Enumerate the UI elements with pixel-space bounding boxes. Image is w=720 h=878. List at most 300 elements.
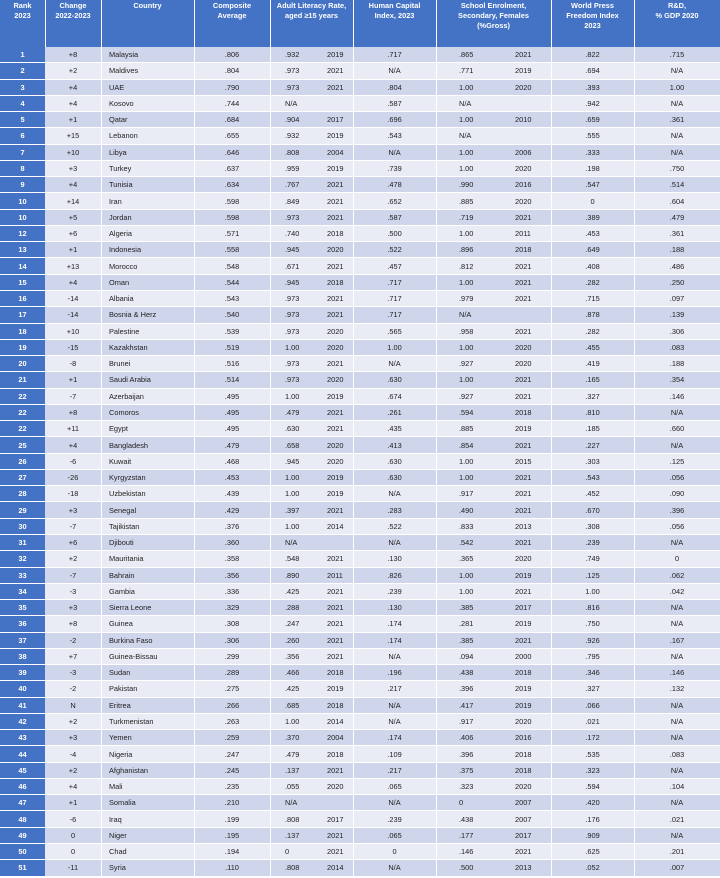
table-row (0, 80, 720, 96)
school-cell: .385 (459, 635, 474, 645)
rd-cell: .361 (669, 115, 685, 125)
hci-cell: .587 (387, 212, 402, 222)
change-cell: +4 (68, 98, 78, 108)
column-divider (194, 730, 195, 745)
rank-cell: 13 (0, 242, 45, 257)
school-cell: .958 (459, 326, 474, 336)
country-cell: Gambia (109, 586, 135, 596)
composite-cell: .194 (224, 847, 240, 857)
school-cell: .438 (459, 814, 474, 824)
column-divider (551, 616, 552, 631)
column-divider (634, 681, 635, 696)
composite-cell: .806 (224, 50, 240, 60)
literacy-cell: .849 (285, 196, 300, 206)
header-divider (634, 0, 635, 47)
rank-cell: 2 (0, 63, 45, 78)
column-divider (194, 454, 195, 469)
hci-cell: .239 (387, 814, 402, 824)
literacy-cell: .479 (285, 407, 300, 417)
rank-cell: 39 (0, 665, 45, 680)
school-year-cell: 2017 (515, 603, 532, 613)
column-divider (101, 454, 102, 469)
column-divider (353, 600, 354, 615)
rank-cell: 6 (0, 128, 45, 143)
column-divider (270, 275, 271, 290)
rd-cell: .396 (669, 505, 685, 515)
rank-cell: 5 (0, 112, 45, 127)
school-cell: .854 (459, 440, 474, 450)
rd-cell: N/A (670, 733, 684, 743)
column-divider (270, 405, 271, 420)
composite-cell: .516 (224, 359, 240, 369)
literacy-year-cell: 2021 (327, 196, 344, 206)
column-divider (551, 779, 552, 794)
change-cell: 0 (70, 847, 76, 857)
column-divider (353, 860, 354, 875)
column-divider (551, 746, 552, 761)
column-divider (353, 535, 354, 550)
column-divider (270, 128, 271, 143)
rd-cell: N/A (670, 147, 684, 157)
column-divider (101, 828, 102, 843)
school-year-cell (515, 96, 545, 111)
table-row (0, 600, 720, 616)
composite-cell: .544 (224, 277, 240, 287)
column-divider (634, 405, 635, 420)
column-divider (551, 96, 552, 111)
column-divider (101, 714, 102, 729)
column-divider (551, 340, 552, 355)
table-row (0, 698, 720, 714)
rd-cell: N/A (670, 765, 684, 775)
school-cell: 0 (459, 798, 464, 808)
column-divider (194, 470, 195, 485)
press-cell: .419 (585, 359, 600, 369)
hci-cell: N/A (388, 147, 401, 157)
hci-cell: .413 (387, 440, 402, 450)
column-divider (194, 811, 195, 826)
composite-cell: .439 (224, 489, 240, 499)
rd-cell: .715 (669, 50, 685, 60)
hci-cell: .283 (387, 505, 402, 515)
column-divider (101, 600, 102, 615)
press-cell: .795 (585, 651, 600, 661)
press-cell: .453 (585, 229, 600, 239)
rd-cell: .042 (669, 586, 685, 596)
composite-cell: .495 (224, 424, 240, 434)
press-cell: .346 (585, 668, 600, 678)
column-divider (353, 421, 354, 436)
literacy-year-cell: 2004 (327, 733, 344, 743)
country-cell: Djibouti (109, 538, 134, 548)
column-divider (101, 535, 102, 550)
hci-cell: N/A (388, 66, 401, 76)
literacy-year-cell: 2021 (327, 765, 344, 775)
column-divider (634, 437, 635, 452)
table-row (0, 96, 720, 112)
rank-cell: 32 (0, 551, 45, 566)
column-divider (436, 486, 437, 501)
press-cell: .282 (585, 326, 600, 336)
literacy-cell: .973 (285, 294, 300, 304)
column-divider (634, 128, 635, 143)
column-divider (634, 193, 635, 208)
rank-cell: 15 (0, 275, 45, 290)
press-cell: .333 (585, 147, 600, 157)
column-divider (551, 226, 552, 241)
press-cell: .327 (585, 391, 600, 401)
column-divider (634, 47, 635, 62)
school-year-cell: 2021 (515, 326, 532, 336)
hci-cell: .435 (387, 424, 402, 434)
school-year-cell: 2016 (515, 180, 532, 190)
change-cell: +7 (68, 651, 78, 661)
column-divider (551, 633, 552, 648)
column-divider (634, 372, 635, 387)
school-year-cell: 2019 (515, 570, 532, 580)
composite-cell: .468 (224, 456, 240, 466)
header-literacy-line1: Adult Literacy Rate, (276, 1, 347, 10)
literacy-year-cell: 2021 (327, 294, 344, 304)
column-divider (634, 844, 635, 859)
country-cell: Guinea-Bissau (109, 651, 158, 661)
hci-cell: .717 (387, 294, 402, 304)
literacy-cell: .137 (285, 765, 300, 775)
column-divider (194, 275, 195, 290)
column-divider (353, 698, 354, 713)
header-divider (194, 0, 195, 47)
column-divider (270, 551, 271, 566)
column-divider (194, 340, 195, 355)
column-divider (101, 730, 102, 745)
column-divider (634, 421, 635, 436)
change-cell: -3 (69, 668, 77, 678)
column-divider (101, 844, 102, 859)
literacy-cell: 1.00 (285, 521, 300, 531)
column-divider (436, 275, 437, 290)
rank-cell: 50 (0, 844, 45, 859)
column-divider (194, 535, 195, 550)
column-divider (436, 372, 437, 387)
school-cell: .396 (459, 749, 474, 759)
column-divider (270, 340, 271, 355)
change-cell: +10 (66, 147, 80, 157)
change-cell: +4 (68, 277, 78, 287)
rd-cell: .361 (669, 229, 685, 239)
table-row (0, 486, 720, 502)
table-row (0, 210, 720, 226)
school-year-cell: 2013 (515, 863, 532, 873)
rank-cell: 51 (0, 860, 45, 875)
literacy-year-cell: 2020 (327, 342, 344, 352)
school-cell: 1.00 (459, 277, 474, 287)
column-divider (436, 763, 437, 778)
column-divider (353, 811, 354, 826)
literacy-year-cell: 2019 (327, 163, 344, 173)
column-divider (634, 389, 635, 404)
rd-cell: .139 (669, 310, 685, 320)
school-year-cell: 2013 (515, 521, 532, 531)
school-year-cell: 2021 (515, 538, 532, 548)
literacy-cell: 1.00 (285, 717, 300, 727)
header-rd-line1: R&D, (667, 1, 687, 10)
column-divider (194, 421, 195, 436)
column-divider (436, 161, 437, 176)
table-row (0, 633, 720, 649)
column-divider (194, 763, 195, 778)
column-divider (194, 389, 195, 404)
column-divider (194, 177, 195, 192)
school-cell: 1.00 (459, 456, 474, 466)
column-divider (270, 258, 271, 273)
column-divider (353, 665, 354, 680)
column-divider (634, 470, 635, 485)
school-cell: .542 (459, 538, 474, 548)
school-cell: .323 (459, 782, 474, 792)
school-cell: .438 (459, 668, 474, 678)
literacy-cell: .630 (285, 424, 300, 434)
column-divider (634, 340, 635, 355)
rd-cell: .188 (669, 359, 685, 369)
column-divider (551, 502, 552, 517)
composite-cell: .495 (224, 407, 240, 417)
country-cell: Pakistan (109, 684, 138, 694)
press-cell: 0 (590, 196, 595, 206)
column-divider (634, 486, 635, 501)
school-cell: 1.00 (459, 342, 474, 352)
column-divider (551, 405, 552, 420)
column-divider (353, 63, 354, 78)
header-rd-line2: % GDP 2020 (655, 11, 699, 20)
column-divider (436, 665, 437, 680)
country-cell: UAE (109, 82, 125, 92)
column-divider (634, 649, 635, 664)
column-divider (270, 112, 271, 127)
composite-cell: .637 (224, 163, 240, 173)
composite-cell: .299 (224, 651, 240, 661)
rd-cell: N/A (670, 717, 684, 727)
literacy-cell: .767 (285, 180, 300, 190)
rd-cell: N/A (670, 603, 684, 613)
rank-cell: 42 (0, 714, 45, 729)
composite-cell: .376 (224, 521, 240, 531)
column-divider (270, 291, 271, 306)
column-divider (101, 568, 102, 583)
column-divider (353, 779, 354, 794)
table-row (0, 356, 720, 372)
composite-cell: .306 (224, 635, 240, 645)
table-row (0, 795, 720, 811)
change-cell: -3 (69, 586, 77, 596)
column-divider (634, 258, 635, 273)
change-cell: +2 (68, 66, 78, 76)
rank-cell: 46 (0, 779, 45, 794)
press-cell: .052 (585, 863, 600, 873)
column-divider (194, 258, 195, 273)
country-cell: Guinea (109, 619, 133, 629)
country-cell: Oman (109, 277, 130, 287)
composite-cell: .558 (224, 245, 240, 255)
column-divider (353, 470, 354, 485)
header-rank-line2: 2023 (14, 11, 31, 20)
column-divider (101, 665, 102, 680)
column-divider (270, 616, 271, 631)
column-divider (101, 242, 102, 257)
rank-cell: 41 (0, 698, 45, 713)
column-divider (101, 177, 102, 192)
literacy-year-cell: 2021 (327, 847, 344, 857)
school-year-cell (515, 307, 545, 322)
rank-cell: 7 (0, 145, 45, 160)
header-change-line1: Change (59, 1, 87, 10)
country-cell: Algeria (109, 229, 133, 239)
column-divider (353, 112, 354, 127)
hci-cell: .239 (387, 586, 402, 596)
rank-cell: 22 (0, 389, 45, 404)
press-cell: .535 (585, 749, 600, 759)
school-cell: .927 (459, 359, 474, 369)
change-cell: +2 (68, 554, 78, 564)
column-divider (634, 210, 635, 225)
column-divider (634, 356, 635, 371)
rd-cell: .750 (669, 163, 685, 173)
literacy-cell: N/A (285, 98, 298, 108)
change-cell: +1 (68, 245, 78, 255)
press-cell: .909 (585, 830, 600, 840)
column-divider (634, 633, 635, 648)
literacy-cell: .397 (285, 505, 300, 515)
column-divider (551, 128, 552, 143)
school-year-cell: 2021 (515, 473, 532, 483)
column-divider (353, 210, 354, 225)
table-row (0, 421, 720, 437)
literacy-cell: .356 (285, 651, 300, 661)
rank-cell: 36 (0, 616, 45, 631)
column-divider (436, 258, 437, 273)
literacy-cell: 1.00 (285, 391, 300, 401)
column-divider (270, 535, 271, 550)
column-divider (270, 389, 271, 404)
press-cell: .594 (585, 782, 600, 792)
school-cell: .385 (459, 603, 474, 613)
hci-cell: .174 (387, 619, 402, 629)
literacy-cell: .808 (285, 863, 300, 873)
country-cell: Turkey (109, 163, 132, 173)
press-cell: .165 (585, 375, 600, 385)
column-divider (551, 600, 552, 615)
rank-cell: 27 (0, 470, 45, 485)
column-divider (101, 275, 102, 290)
column-divider (436, 600, 437, 615)
column-divider (101, 681, 102, 696)
column-divider (634, 763, 635, 778)
column-divider (270, 811, 271, 826)
column-divider (551, 63, 552, 78)
header-composite-line1: Composite (212, 1, 252, 10)
column-divider (353, 681, 354, 696)
column-divider (353, 372, 354, 387)
column-divider (551, 291, 552, 306)
literacy-year-cell: 2021 (327, 424, 344, 434)
column-divider (634, 177, 635, 192)
column-divider (194, 80, 195, 95)
column-divider (634, 112, 635, 127)
change-cell: -8 (69, 359, 77, 369)
change-cell: +6 (68, 538, 78, 548)
column-divider (101, 486, 102, 501)
column-divider (101, 405, 102, 420)
press-cell: .239 (585, 538, 600, 548)
school-year-cell: 2020 (515, 717, 532, 727)
rd-cell: .090 (669, 489, 685, 499)
press-cell: .452 (585, 489, 600, 499)
column-divider (353, 437, 354, 452)
composite-cell: .790 (224, 82, 240, 92)
hci-cell: .109 (387, 749, 402, 759)
country-cell: Sierra Leone (109, 603, 152, 613)
table-row (0, 860, 720, 876)
rd-cell: N/A (670, 98, 684, 108)
column-divider (436, 746, 437, 761)
column-divider (353, 584, 354, 599)
rd-cell: .167 (669, 635, 685, 645)
composite-cell: .634 (224, 180, 240, 190)
column-divider (353, 291, 354, 306)
press-cell: .625 (585, 847, 600, 857)
country-cell: Kosovo (109, 98, 134, 108)
column-divider (101, 470, 102, 485)
column-divider (194, 600, 195, 615)
header-school-line2: Secondary, Females (458, 11, 529, 20)
column-divider (436, 779, 437, 794)
literacy-year-cell: 2020 (327, 326, 344, 336)
column-divider (436, 112, 437, 127)
column-divider (353, 145, 354, 160)
school-cell: .865 (459, 50, 474, 60)
column-divider (101, 746, 102, 761)
change-cell: -6 (69, 456, 77, 466)
column-divider (436, 193, 437, 208)
column-divider (270, 421, 271, 436)
column-divider (551, 844, 552, 859)
school-year-cell: 2020 (515, 196, 532, 206)
column-divider (353, 275, 354, 290)
school-cell: .917 (459, 489, 474, 499)
table-row (0, 405, 720, 421)
composite-cell: .655 (224, 131, 240, 141)
composite-cell: .356 (224, 570, 240, 580)
column-divider (270, 763, 271, 778)
rank-cell: 22 (0, 405, 45, 420)
literacy-cell: 0 (285, 847, 290, 857)
country-cell: Brunei (109, 359, 131, 369)
school-year-cell: 2019 (515, 684, 532, 694)
rank-cell: 47 (0, 795, 45, 810)
column-divider (270, 746, 271, 761)
press-cell: .543 (585, 473, 600, 483)
header-hci (353, 0, 436, 47)
column-divider (353, 258, 354, 273)
column-divider (551, 258, 552, 273)
literacy-year-cell: 2020 (327, 782, 344, 792)
table-row (0, 275, 720, 291)
header-divider (101, 0, 102, 47)
hci-cell: .261 (387, 407, 402, 417)
column-divider (634, 63, 635, 78)
column-divider (436, 96, 437, 111)
column-divider (270, 145, 271, 160)
country-cell: Lebanon (109, 131, 138, 141)
